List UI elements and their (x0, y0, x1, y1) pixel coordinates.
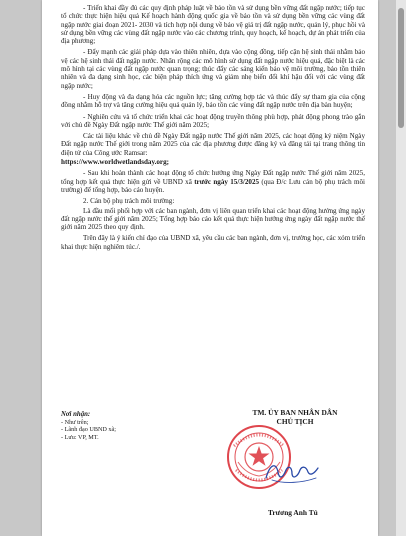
ramsar-link[interactable] (61, 158, 365, 166)
paragraph: - Triển khai đầy đủ các quy định pháp luật về bảo tồn và sử dụng bền vững đất ngập nước; tiếp tục tổ chức thực hiện hiệu quả Kế hoạch hành động quốc gia về bảo tồn và sử dụng bền vững các vùng đất ngập nước giai đoạn 2021- 2030 và tích hợp nội dung về bảo vệ giá trị đất ngập nước, quản lý, phục hồi và sử dụng bền vững các vùng đất ngập nước vào các chương trình, quy hoạch, kế hoạch, dự án phát triển của địa phương; (61, 4, 365, 46)
report-text: - Sau khi hoàn thành các hoạt động tổ chức hưởng ứng Ngày Đất ngập nước Thế giới năm 2025, tổng hợp kết quả thực hiện gửi về UBND xã (61, 169, 365, 186)
vertical-scrollbar[interactable] (396, 0, 406, 536)
paragraph: - Huy động và đa dạng hóa các nguồn lực; tăng cường hợp tác và thúc đẩy sự tham gia của cộng đồng nhằm hỗ trợ và tăng cường hiệu quả quản lý, bảo tồn các vùng đất ngập nước trên địa bàn huyện; (61, 92, 365, 110)
report-text-end: (qua Đ/c Lưu cán bộ phụ trách môi trường) để tổng hợp, báo cáo huyện. (61, 177, 365, 194)
signature-role: CHỦ TỊCH (276, 417, 314, 426)
report-paragraph (61, 169, 365, 194)
paragraph: - Đẩy mạnh các giải pháp dựa vào thiên nhiên, dựa vào cộng đồng, tiếp cận hệ sinh thái nhằm bảo vệ các hệ sinh thái đất ngập nước. Nhân rộng các mô hình sử dụng đất ngập nước hiệu quả, đặc biệt là các mô hình tại các vùng đất ngập nước quan trọng; thúc đẩy các sáng kiến bảo vệ môi trường, bảo tồn thiên nhiên và đa dạng sinh học, các biện pháp thích ứng và giảm nhẹ biến đổi khí hậu đối với các vùng đất ngập nước; (61, 48, 365, 90)
paragraph: Các tài liệu khác về chủ đề Ngày Đất ngập nước Thế giới năm 2025, các hoạt động kỷ niệm Ngày Đất ngập nước Thế giới trong năm 2025 của các địa phương được đăng ký và đăng tải tại trang thông tin điện tử của Công ước Ramsar: (61, 132, 365, 157)
signer-name: Trương Anh Tú (268, 508, 318, 517)
section2-title: 2. Cán bộ phụ trách môi trường: (83, 197, 175, 206)
scrollbar-thumb[interactable] (398, 8, 404, 128)
recipients-block (61, 411, 181, 441)
recipient-item: - Lưu: VP, MT. (61, 433, 99, 441)
paragraph: Trên đây là ý kiến chỉ đạo của UBND xã, yêu cầu các ban ngành, đơn vị, trường học, các xóm triển khai thực hiện nghiêm túc./. (61, 234, 365, 251)
paragraph: Là đầu mối phối hợp với các ban ngành, đơn vị liên quan triển khai các hoạt động hưởng ứng ngày đất ngập nước thế giới năm 2025; Tổng hợp báo cáo kết quả thực hiện hưởng ứng ngày đất ngập nước thế giới năm 2025 theo quy định. (61, 206, 365, 232)
recipient-item: - Như trên; (61, 418, 89, 426)
report-deadline: trước ngày 15/3/2025 (194, 177, 260, 186)
document-body (61, 4, 365, 254)
handwritten-signature-icon (262, 458, 322, 486)
ramsar-url[interactable]: https://www.worldwetlandsday.org; (61, 158, 169, 167)
recipients-heading: Nơi nhận: (61, 411, 91, 418)
paragraph: - Nghiên cứu và tổ chức triển khai các hoạt động truyền thông phù hợp, phát động phong trào gắn với chủ đề Ngày Đất ngập nước Thế giới năm 2025; (61, 112, 365, 129)
signature-title: TM. ỦY BAN NHÂN DÂN (252, 408, 338, 417)
recipient-item: - Lãnh đạo UBND xã; (61, 426, 116, 434)
